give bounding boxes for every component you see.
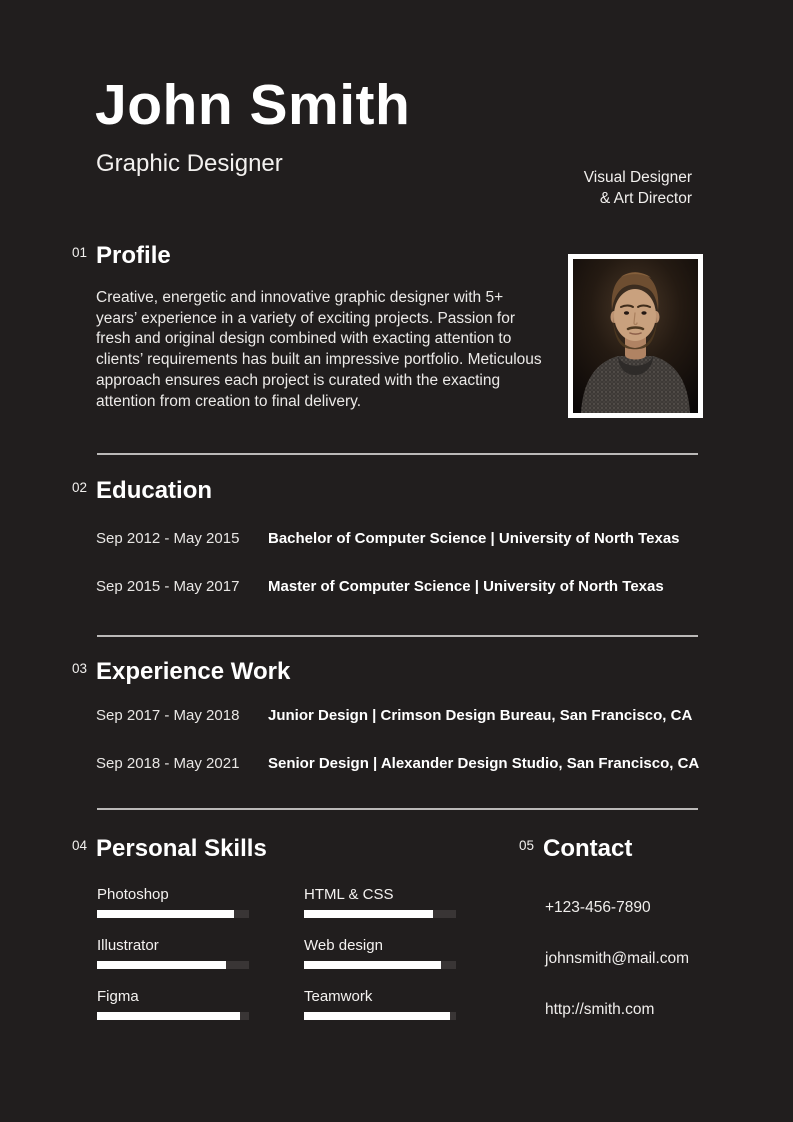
skill-bar-fill [97,910,234,918]
contact-email: johnsmith@mail.com [545,950,690,967]
section-heading-contact [519,835,632,863]
skill-label: Photoshop [97,886,169,903]
tagline-line2: & Art Director [599,190,692,207]
skill-bar [304,1012,456,1020]
contact-list [545,899,689,1052]
education-row [96,530,680,547]
section-number: 05 [519,838,535,853]
experience-row [96,707,699,724]
skill-item [304,988,456,1020]
skill-label: Web design [304,937,383,954]
section-heading-experience [72,658,290,686]
tagline [584,167,692,209]
skill-bar-fill [97,961,226,969]
education-row [96,578,680,595]
section-number: 02 [72,480,88,495]
section-title: Education [96,477,213,504]
experience-detail: Junior Design | Crimson Design Bureau, San Francisco, CA [268,707,693,724]
portrait-illustration [573,259,698,413]
skill-bar-fill [304,1012,450,1020]
section-title: Experience Work [96,658,291,685]
experience-dates: Sep 2018 - May 2021 [96,755,240,772]
section-heading-profile [72,242,171,270]
section-divider [97,635,698,637]
experience-row [96,755,699,772]
section-heading-education [72,477,212,505]
skill-label: Teamwork [304,988,373,1005]
education-detail: Master of Computer Science | University of North Texas [268,578,664,595]
skill-bar [97,910,249,918]
experience-detail: Senior Design | Alexander Design Studio, San Francisco, CA [268,755,700,772]
skill-bar-fill [97,1012,240,1020]
skill-item [97,988,249,1020]
education-list [96,530,680,626]
skill-bar-fill [304,910,433,918]
section-number: 04 [72,838,88,853]
skills-grid [97,886,456,1020]
skill-bar [97,961,249,969]
skill-item [97,937,249,969]
tagline-line1: Visual Designer [583,169,692,186]
education-dates: Sep 2015 - May 2017 [96,578,240,595]
section-number: 03 [72,661,88,676]
skill-bar-fill [304,961,441,969]
section-title: Contact [543,835,633,862]
profile-photo [568,254,703,418]
skill-bar [304,961,456,969]
section-heading-skills [72,835,267,863]
education-dates: Sep 2012 - May 2015 [96,530,240,547]
skill-item [304,886,456,918]
section-title: Personal Skills [96,835,267,862]
skill-label: HTML & CSS [304,886,394,903]
section-divider [97,808,698,810]
skill-label: Figma [97,988,139,1005]
education-detail: Bachelor of Computer Science | University of North Texas [268,530,680,547]
experience-dates: Sep 2017 - May 2018 [96,707,240,724]
person-name: John Smith [95,73,411,137]
experience-list [96,707,699,803]
section-number: 01 [72,245,88,260]
section-title: Profile [96,242,171,269]
section-divider [97,453,698,455]
skill-bar [97,1012,249,1020]
skill-item [304,937,456,969]
contact-website: http://smith.com [545,1001,655,1018]
skill-label: Illustrator [97,937,159,954]
skill-bar [304,910,456,918]
skill-item [97,886,249,918]
contact-phone: +123-456-7890 [545,899,651,916]
profile-summary-text: Creative, energetic and innovative graphic designer with 5+ years’ experience in a variety of exciting projects. Passion for fresh and original design combined with exacting attention to clients’ requirements has built an impressive portfolio. Meticulous approach ensures each project is curated with the exacting attention from creation to final delivery. [96,289,542,410]
person-role: Graphic Designer [96,150,283,177]
